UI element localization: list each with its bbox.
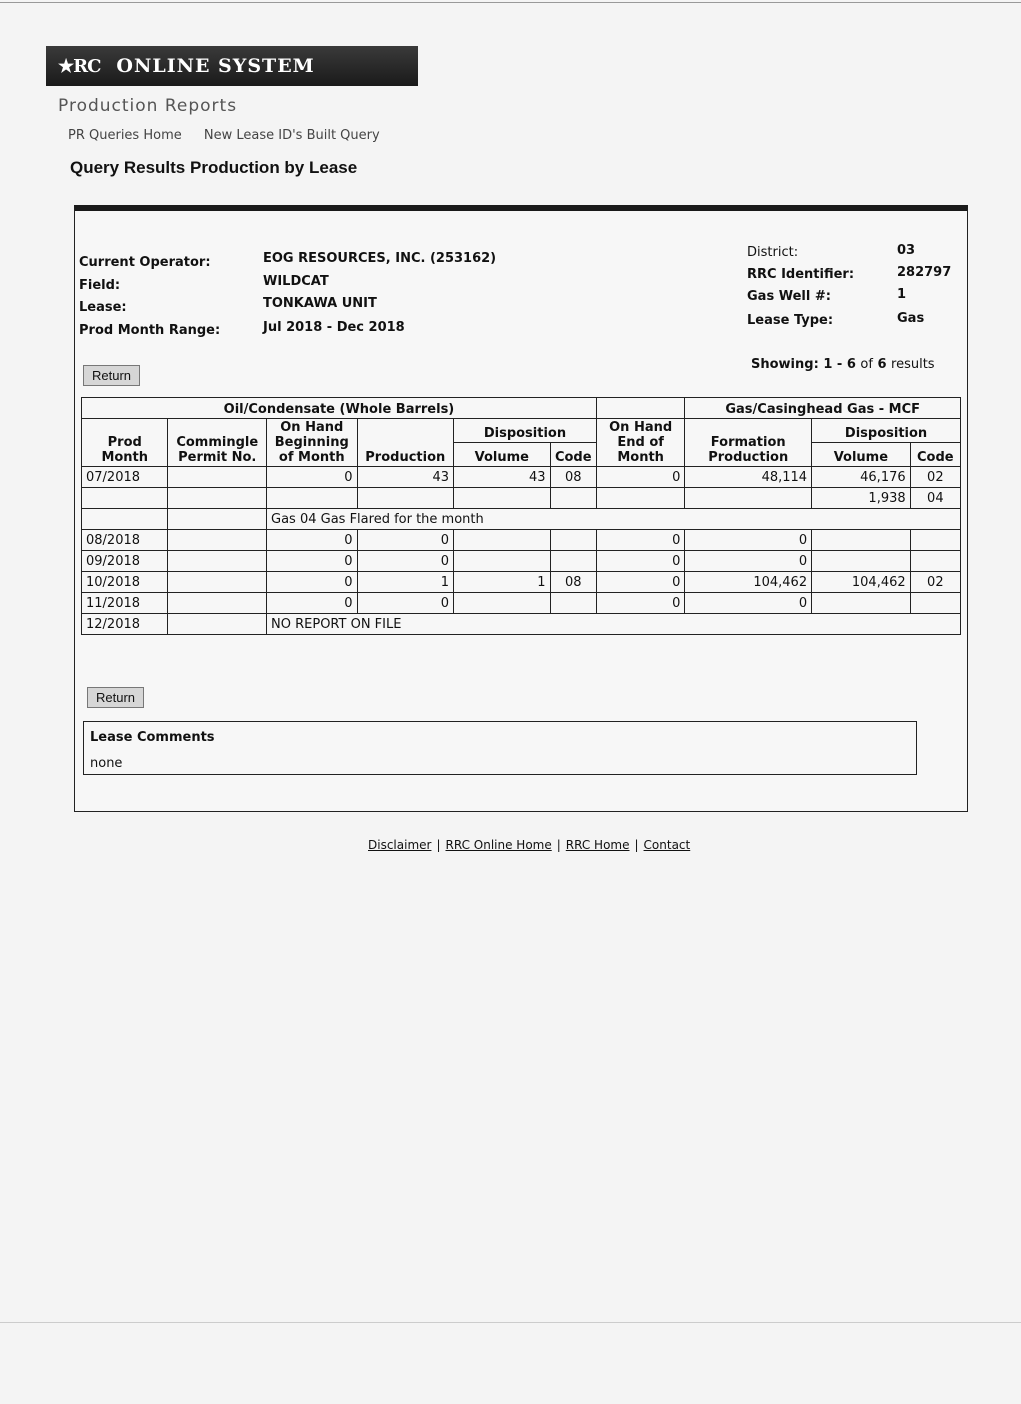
bottom-rule — [0, 1322, 1021, 1323]
district-label: District: — [747, 245, 799, 260]
nav-links — [68, 128, 398, 143]
page-title: Query Results Production by Lease — [70, 158, 358, 177]
app-banner — [46, 46, 418, 86]
section-title: Production Reports — [58, 96, 238, 116]
footer-contact-link[interactable]: Contact — [643, 838, 691, 852]
table-row: 10/2018 0 1 1 08 0 104,462 104,462 02 — [82, 572, 961, 593]
table-row-note — [82, 509, 961, 530]
top-rule — [0, 2, 1021, 3]
table-header-row1 — [82, 419, 961, 443]
return-button-top[interactable]: Return — [83, 365, 140, 386]
field-value: WILDCAT — [263, 274, 329, 289]
operator-label: Current Operator: — [79, 255, 211, 270]
results-count: Showing: 1 - 6 of 6 results — [751, 357, 935, 372]
results-panel — [74, 205, 968, 812]
table-row: 08/2018 0 0 0 0 — [82, 530, 961, 551]
lease-comments-text: none — [90, 756, 123, 771]
lease-label: Lease: — [79, 300, 127, 315]
rrc-value: 282797 — [897, 265, 952, 280]
nav-new-lease-query[interactable]: New Lease ID's Built Query — [203, 128, 380, 143]
rrc-label: RRC Identifier: — [747, 267, 855, 282]
no-report-note: NO REPORT ON FILE — [267, 614, 961, 635]
table-row: 12/2018 NO REPORT ON FILE — [82, 614, 961, 635]
rrc-logo: ★RC — [58, 55, 101, 77]
col-gas-code: Code — [910, 443, 960, 467]
production-table — [81, 397, 961, 635]
col-on-hand-end: On Hand End of Month — [596, 419, 684, 467]
range-label: Prod Month Range: — [79, 323, 221, 338]
operator-value: EOG RESOURCES, INC. (253162) — [263, 251, 497, 266]
col-volume: Volume — [454, 443, 551, 467]
type-label: Lease Type: — [747, 313, 834, 328]
lease-value: TONKAWA UNIT — [263, 296, 377, 311]
col-prod-month: Prod Month — [82, 419, 168, 467]
table-row: 1,938 04 — [82, 488, 961, 509]
gas-group-header: Gas/Casinghead Gas - MCF — [685, 398, 961, 419]
flared-note: Gas 04 Gas Flared for the month — [267, 509, 961, 530]
gaswell-value: 1 — [897, 287, 907, 302]
table-row: 07/2018 0 43 43 08 0 48,114 46,176 02 — [82, 467, 961, 488]
col-code: Code — [550, 443, 596, 467]
gaswell-label: Gas Well #: — [747, 289, 831, 304]
col-gas-volume: Volume — [812, 443, 911, 467]
col-disposition: Disposition — [454, 419, 597, 443]
col-commingle: Commingle Permit No. — [168, 419, 267, 467]
col-formation: Formation Production — [685, 419, 812, 467]
table-row: 09/2018 0 0 0 0 — [82, 551, 961, 572]
range-value: Jul 2018 - Dec 2018 — [263, 320, 405, 335]
col-production: Production — [357, 419, 454, 467]
footer-links: Disclaimer | RRC Online Home | RRC Home | Contact — [368, 838, 691, 852]
col-on-hand-begin: On Hand Beginning of Month — [267, 419, 358, 467]
return-button-bottom[interactable]: Return — [87, 687, 144, 708]
col-gas-disposition: Disposition — [812, 419, 961, 443]
district-value: 03 — [897, 243, 916, 258]
lease-comments-heading: Lease Comments — [90, 730, 215, 745]
oil-group-header: Oil/Condensate (Whole Barrels) — [82, 398, 597, 419]
lease-comments-box — [83, 721, 917, 775]
table-row: 11/2018 0 0 0 0 — [82, 593, 961, 614]
footer-disclaimer-link[interactable]: Disclaimer — [368, 838, 432, 852]
field-label: Field: — [79, 278, 121, 293]
nav-pr-queries-home[interactable]: PR Queries Home — [68, 128, 182, 143]
type-value: Gas — [897, 311, 925, 326]
app-title: ONLINE SYSTEM — [116, 55, 315, 77]
footer-rrc-home-link[interactable]: RRC Home — [565, 838, 630, 852]
footer-rrc-online-home-link[interactable]: RRC Online Home — [445, 838, 552, 852]
table-group-header — [82, 398, 961, 419]
